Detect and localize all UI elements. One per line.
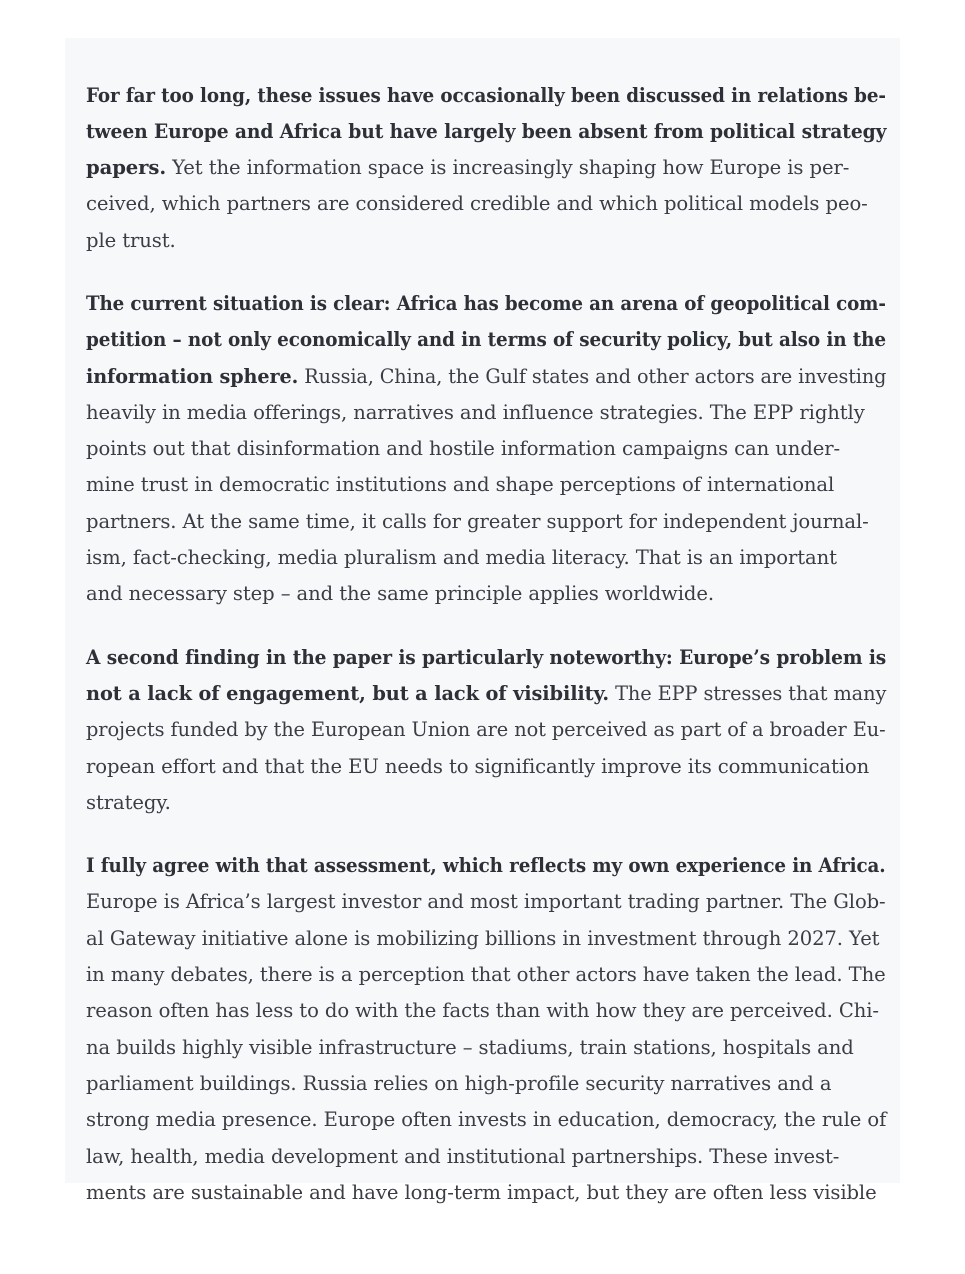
paragraph-line bbox=[86, 712, 886, 748]
body-text: The EPP stresses that many bbox=[609, 681, 887, 705]
lead-sentence: I fully agree with that assessment, which reflects my own experience in Africa. bbox=[86, 854, 886, 878]
paragraph-line bbox=[86, 921, 886, 957]
body-text: parliament buildings. Russia relies on high-profile security narratives and a bbox=[86, 1071, 832, 1095]
paragraph-line bbox=[86, 150, 886, 186]
body-text: ceived, which partners are considered credible and which political models peo- bbox=[86, 192, 868, 216]
paragraph-line bbox=[86, 848, 886, 884]
body-text: in many debates, there is a perception that other actors have taken the lead. The bbox=[86, 963, 886, 987]
body-text: Europe is Africa’s largest investor and most important trading partner. The Glob- bbox=[86, 890, 886, 914]
lead-sentence: not a lack of engagement, but a lack of visibility. bbox=[86, 681, 610, 705]
paragraph-line bbox=[86, 1211, 886, 1247]
lead-sentence: A second finding in the paper is particularly noteworthy: Europe’s problem is bbox=[86, 645, 887, 669]
lead-sentence: papers. bbox=[86, 156, 167, 180]
lead-sentence: petition – not only economically and in terms of security policy, but also in the bbox=[86, 328, 886, 352]
paragraph-line bbox=[86, 395, 886, 431]
body-text: ism, fact-checking, media pluralism and media literacy. That is an important bbox=[86, 546, 837, 570]
paragraph-line bbox=[86, 540, 886, 576]
paragraph-2 bbox=[86, 286, 886, 613]
paragraph-line bbox=[86, 186, 886, 222]
paragraph-1 bbox=[86, 77, 886, 259]
body-text: ropean effort and that the EU needs to significantly improve its communication bbox=[86, 754, 870, 778]
paragraph-line bbox=[86, 114, 887, 150]
paragraph-3 bbox=[86, 640, 886, 821]
body-text: points out that disinformation and hostile information campaigns can under- bbox=[86, 437, 841, 461]
paragraph-line bbox=[86, 749, 886, 785]
paragraph-line bbox=[86, 1102, 885, 1138]
body-text: heavily in media offerings, narratives and influence strategies. The EPP rightly bbox=[86, 400, 865, 424]
body-text: partners. At the same time, it calls for greater support for independent journal- bbox=[86, 509, 869, 533]
paragraph-line bbox=[86, 884, 885, 920]
paragraph-line bbox=[86, 1139, 886, 1175]
paragraph-line bbox=[86, 504, 886, 540]
paragraph-line bbox=[86, 576, 886, 612]
lead-sentence: The current situation is clear: Africa has become an arena of geopolitical com- bbox=[86, 291, 886, 315]
paragraph-line bbox=[86, 957, 886, 993]
article-panel bbox=[65, 38, 900, 1204]
body-text: Yet the information space is increasingly shaping how Europe is per- bbox=[166, 156, 850, 180]
paragraph-line bbox=[86, 1066, 886, 1102]
article-body bbox=[86, 38, 886, 1274]
paragraph-line bbox=[86, 785, 886, 821]
body-text: strategy. bbox=[86, 790, 171, 814]
body-text: Russia, China, the Gulf states and other actors are investing bbox=[298, 364, 887, 388]
paragraph-line bbox=[86, 322, 886, 358]
body-text: ple trust. bbox=[86, 228, 176, 252]
body-text: reason often has less to do with the facts than with how they are perceived. Chi- bbox=[86, 999, 879, 1023]
paragraph-line bbox=[86, 431, 886, 467]
lead-sentence: For far too long, these issues have occasionally been discussed in relations be- bbox=[86, 83, 886, 107]
paragraph-line bbox=[86, 467, 886, 503]
body-text: mine trust in democratic institutions and shape perceptions of international bbox=[86, 473, 835, 497]
body-text: strong media presence. Europe often invests in education, democracy, the rule of bbox=[86, 1108, 887, 1132]
body-text: al Gateway initiative alone is mobilizing billions in investment through 2027. Yet bbox=[86, 926, 880, 950]
paragraph-line bbox=[86, 640, 887, 676]
body-text: ments are sustainable and have long-term impact, but they are often less visible bbox=[86, 1180, 877, 1204]
paragraph-line bbox=[86, 359, 887, 395]
body-text: na builds highly visible infrastructure – stadiums, train stations, hospitals and bbox=[86, 1035, 854, 1059]
paragraph-line bbox=[86, 286, 886, 322]
body-text: and necessary step – and the same principle applies worldwide. bbox=[86, 582, 714, 606]
paragraph-line bbox=[86, 993, 886, 1029]
paragraph-line bbox=[86, 1175, 886, 1211]
paragraph-line bbox=[86, 223, 886, 259]
paragraph-line bbox=[86, 1030, 886, 1066]
paragraph-line bbox=[86, 78, 886, 114]
lead-sentence: tween Europe and Africa but have largely been absent from political strategy bbox=[86, 119, 887, 143]
lead-sentence: information sphere. bbox=[86, 364, 299, 388]
body-text: law, health, media development and institutional partnerships. These invest- bbox=[86, 1144, 840, 1168]
paragraph-4 bbox=[86, 848, 886, 1247]
paragraph-line bbox=[86, 676, 887, 712]
body-text: projects funded by the European Union are not perceived as part of a broader Eu- bbox=[86, 718, 886, 742]
